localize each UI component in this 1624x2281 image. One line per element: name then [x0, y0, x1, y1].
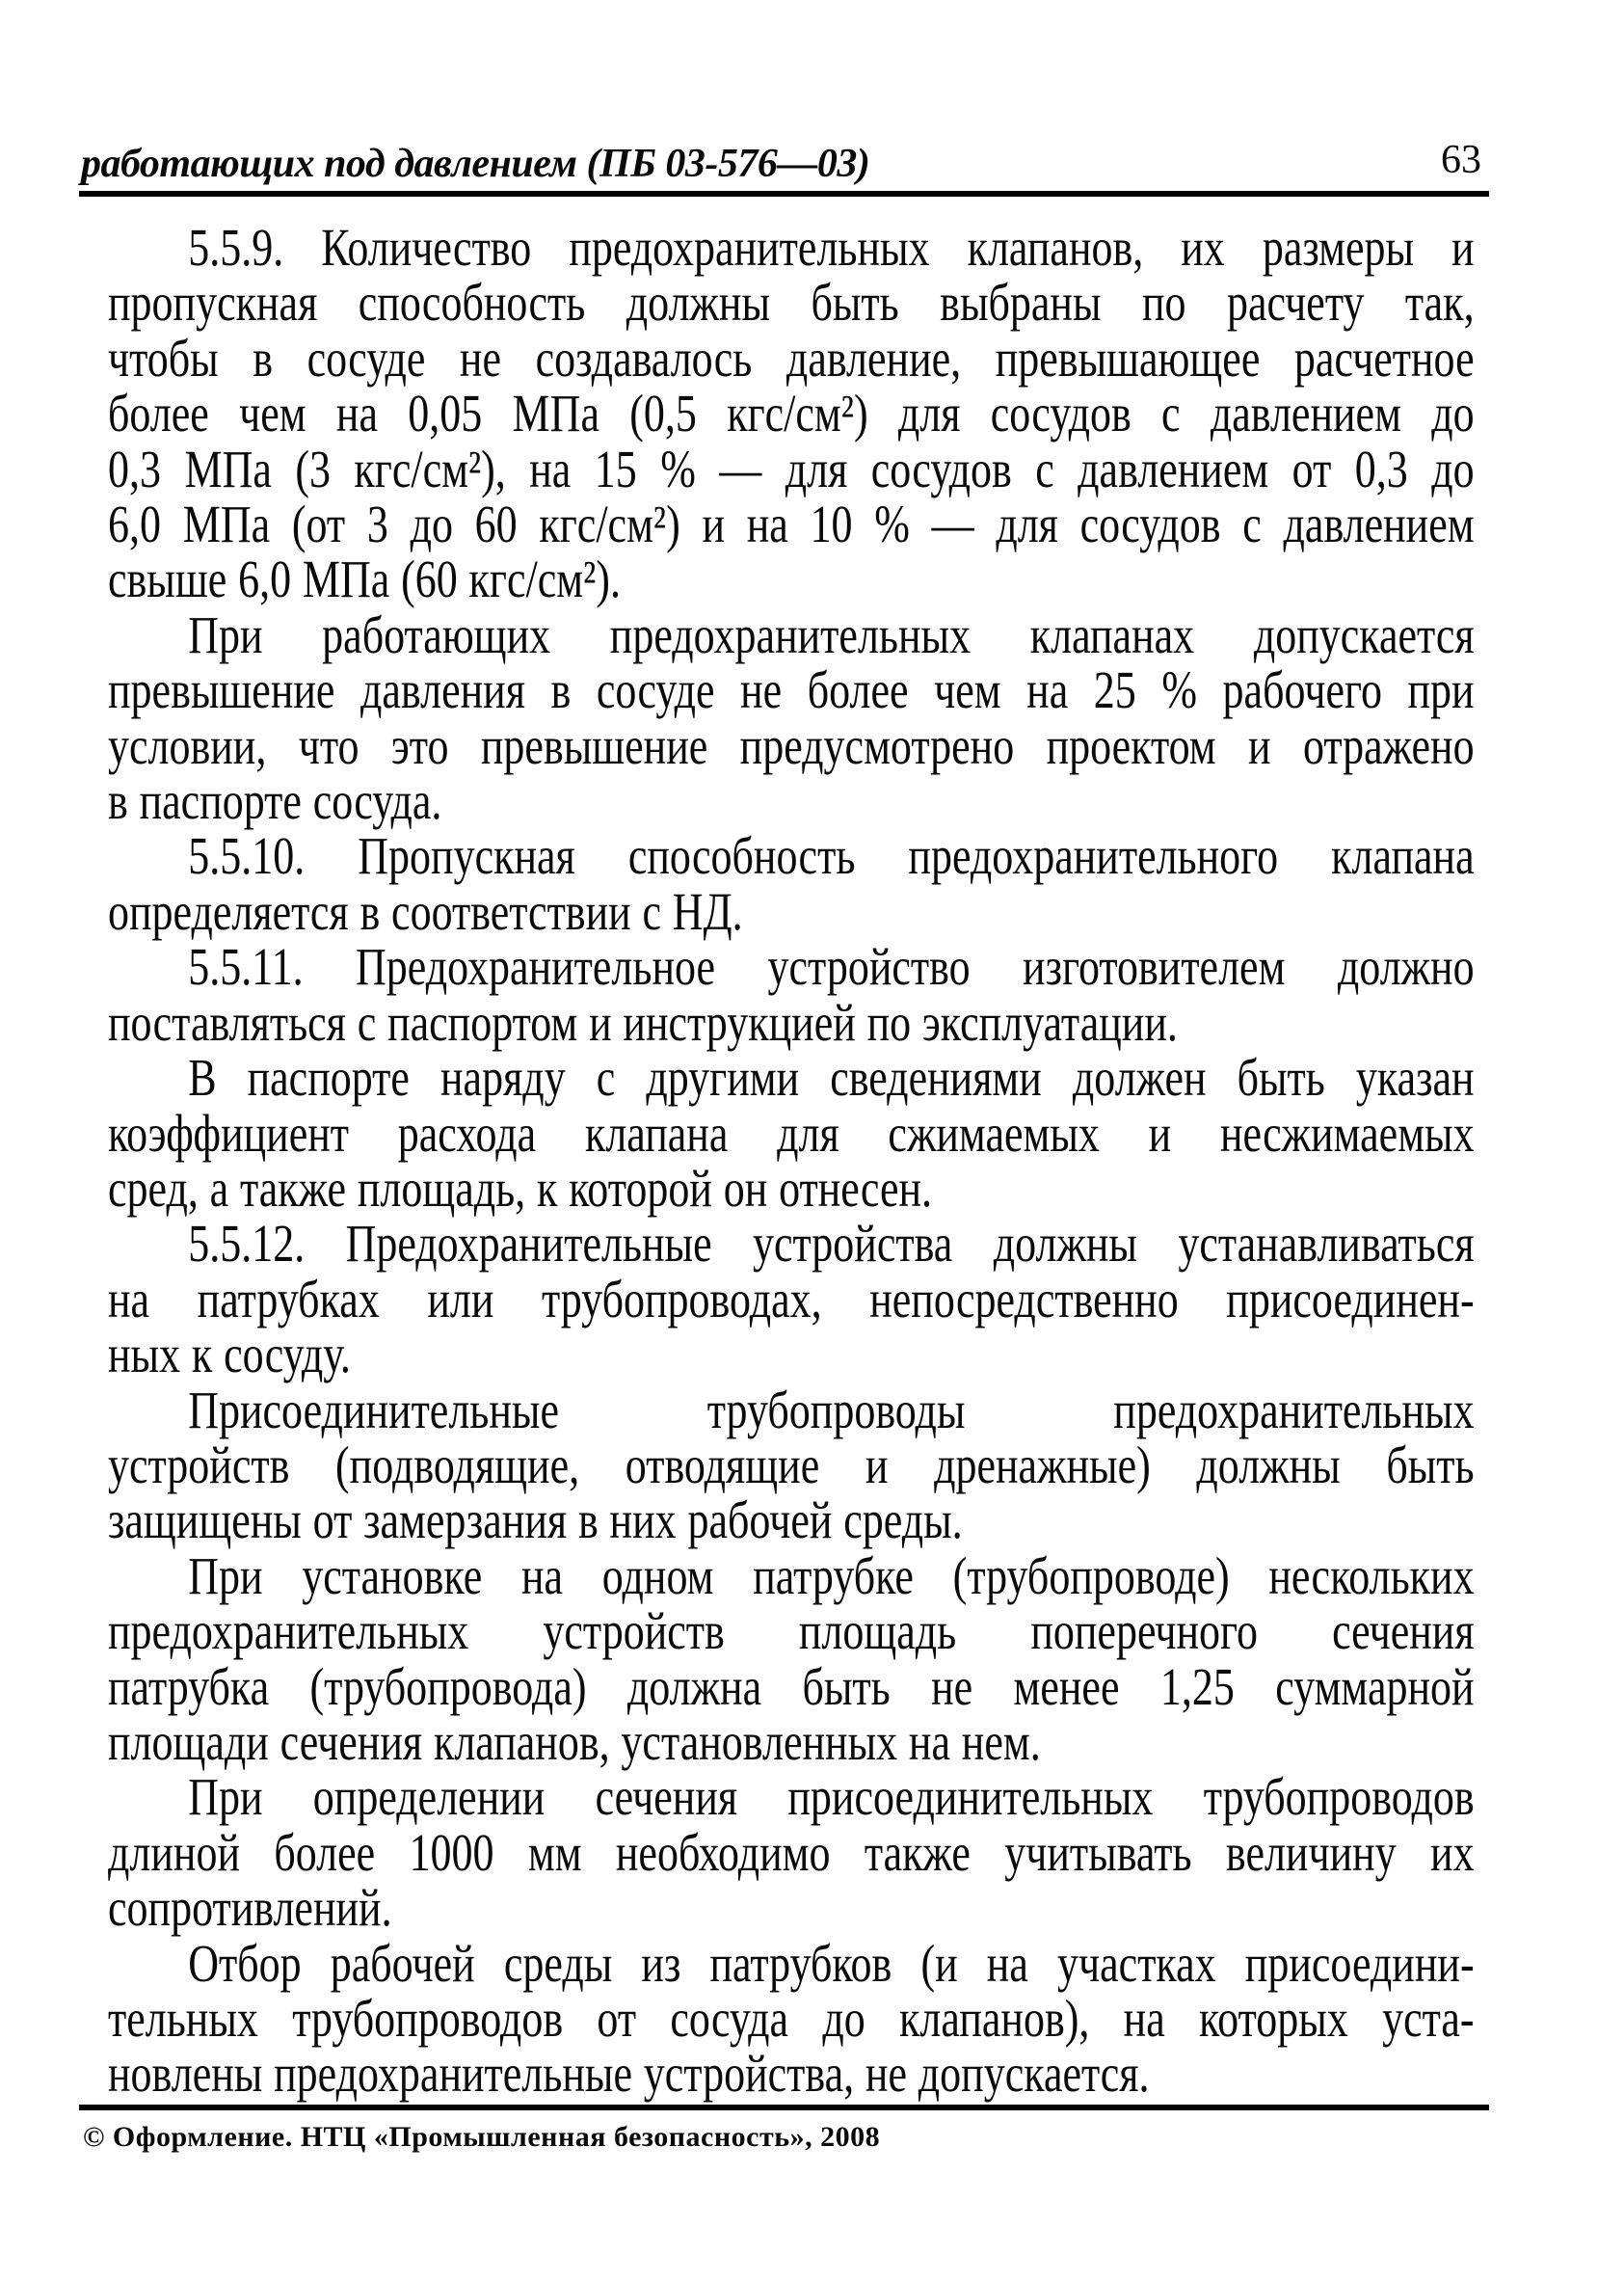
text-line: более чем на 0,05 МПа (0,5 кгс/см²) для сосудов с давлением до — [108, 384, 1475, 443]
text-line: тельных трубопроводов от сосуда до клапанов), на которых уста- — [108, 1989, 1475, 2048]
text-line: сопротивлений. — [108, 1878, 392, 1938]
text-line: 0,3 МПа (3 кгс/см²), на 15 % — для сосудов с давлением от 0,3 до — [108, 439, 1475, 498]
text-line: При определении сечения присоединительных трубопроводов — [188, 1767, 1475, 1827]
text-line: ных к сосуду. — [108, 1325, 351, 1384]
text-line: поставляться с паспортом и инструкцией по эксплуатации. — [108, 992, 1178, 1052]
text-line: в паспорте сосуда. — [108, 771, 442, 831]
footer-copyright: © Оформление. НТЦ «Промышленная безопасность», 2008 — [83, 2121, 881, 2153]
text-line: новлены предохранительные устройства, не допускается. — [108, 2044, 1150, 2104]
text-line: свыше 6,0 МПа (60 кгс/см²). — [108, 550, 621, 609]
text-line: 5.5.9. Количество предохранительных клапанов, их размеры и — [188, 218, 1475, 277]
text-line: длиной более 1000 мм необходимо также учитывать величину их — [108, 1822, 1475, 1882]
header-rule — [79, 191, 1489, 197]
text-line: сред, а также площадь, к которой он отнесен. — [108, 1158, 933, 1218]
text-line: устройств (подводящие, отводящие и дренажные) должны быть — [108, 1435, 1475, 1494]
running-header-title: работающих под давлением (ПБ 03-576—03) — [81, 142, 870, 186]
text-line: 6,0 МПа (от 3 до 60 кгс/см²) и на 10 % — для сосудов с давлением — [108, 495, 1475, 554]
text-line: 5.5.10. Пропускная способность предохранительного клапана — [188, 826, 1475, 886]
text-line: коэффициент расхода клапана для сжимаемых и несжимаемых — [108, 1103, 1475, 1163]
text-line: на патрубках или трубопроводах, непосредственно присоединен- — [108, 1269, 1475, 1328]
text-line: площади сечения клапанов, установленных на нем. — [108, 1711, 1041, 1771]
body-text-block — [108, 220, 1475, 2102]
text-line: чтобы в сосуде не создавалось давление, превышающее расчетное — [108, 328, 1475, 388]
text-line: 5.5.12. Предохранительные устройства должны устанавливаться — [188, 1214, 1475, 1274]
text-line: защищены от замерзания в них рабочей среды. — [108, 1490, 963, 1550]
footer-rule — [79, 2105, 1489, 2110]
text-line: Отбор рабочей среды из патрубков (и на участках присоедини- — [188, 1933, 1475, 1993]
text-line: Присоединительные трубопроводы предохранительных — [188, 1380, 1475, 1439]
text-line: При работающих предохранительных клапанах допускается — [188, 604, 1475, 664]
text-line: В паспорте наряду с другими сведениями должен быть указан — [188, 1048, 1475, 1108]
text-line: превышение давления в сосуде не более чем на 25 % рабочего при — [108, 660, 1475, 720]
text-line: 5.5.11. Предохранительное устройство изготовителем должно — [188, 937, 1475, 997]
text-line: патрубка (трубопровода) должна быть не менее 1,25 суммарной — [108, 1656, 1475, 1716]
text-line: пропускная способность должны быть выбраны по расчету так, — [108, 273, 1475, 333]
text-line: предохранительных устройств площадь поперечного сечения — [108, 1601, 1475, 1661]
text-line: При установке на одном патрубке (трубопроводе) нескольких — [188, 1545, 1475, 1605]
text-line: определяется в соответствии с НД. — [108, 881, 743, 941]
page-number: 63 — [1441, 138, 1481, 182]
text-line: условии, что это превышение предусмотрено проектом и отражено — [108, 715, 1475, 775]
